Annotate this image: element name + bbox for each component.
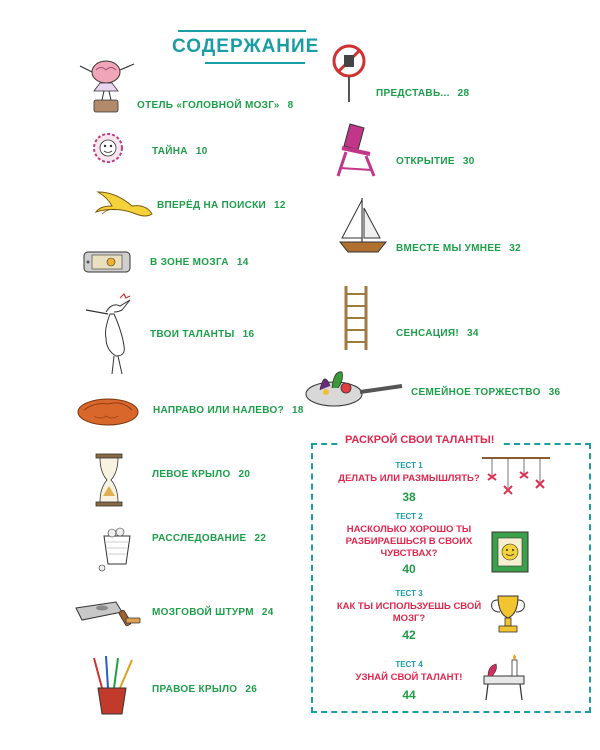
toc-entry-3[interactable]: ВПЕРЁД НА ПОИСКИ 12 <box>157 200 286 211</box>
phone-icon <box>82 248 134 276</box>
brushes-vase-icon <box>88 652 140 716</box>
toc-entry-9[interactable]: МОЗГОВОЙ ШТУРМ 24 <box>152 607 274 618</box>
page-title: СОДЕРЖАНИЕ <box>172 36 320 57</box>
test-1-question[interactable]: ДЕЛАТЬ ИЛИ РАЗМЫШЛЯТЬ? <box>338 473 480 484</box>
test-4-label: ТЕСТ 4 <box>395 660 423 669</box>
tests-box-title: РАСКРОЙ СВОИ ТАЛАНТЫ! <box>339 434 500 446</box>
candle-table-icon <box>478 650 532 702</box>
toc-entry-10[interactable]: ПРАВОЕ КРЫЛО 26 <box>152 684 258 695</box>
test-2-label: ТЕСТ 2 <box>395 512 423 521</box>
face-medallion-icon <box>92 132 124 164</box>
toc-entry-6[interactable]: НАПРАВО ИЛИ НАЛЕВО? 18 <box>153 405 304 416</box>
toc-entry-12[interactable]: ОТКРЫТИЕ 30 <box>396 156 475 167</box>
test-2-page: 40 <box>402 562 416 576</box>
toc-entry-13[interactable]: ВМЕСТЕ МЫ УМНЕЕ 32 <box>396 243 521 254</box>
toc-entry-5[interactable]: ТВОИ ТАЛАНТЫ 16 <box>150 329 255 340</box>
test-3-question[interactable]: КАК ТЫ ИСПОЛЬЗУЕШЬ СВОЙ МОЗГ? <box>336 601 482 624</box>
roast-chicken-icon <box>74 390 142 428</box>
title-underline <box>178 30 306 32</box>
toc-entry-11[interactable]: ПРЕДСТАВЬ... 28 <box>376 88 470 99</box>
sailboat-icon <box>336 194 390 258</box>
test-1-label: ТЕСТ 1 <box>395 461 423 470</box>
test-3-page: 42 <box>402 628 416 642</box>
test-4-page: 44 <box>402 688 416 702</box>
test-2-question[interactable]: НАСКОЛЬКО ХОРОШО ТЫ РАЗБИРАЕШЬСЯ В СВОИХ ЧУВСТВАХ? <box>345 524 473 559</box>
smiley-frame-icon <box>490 530 530 574</box>
waste-basket-icon <box>96 524 138 572</box>
test-1-page: 38 <box>402 490 416 504</box>
high-chair-icon <box>332 120 382 178</box>
brain-ballerina-icon <box>78 50 136 114</box>
banana-peel-icon <box>92 186 154 220</box>
hourglass-icon <box>94 452 124 508</box>
toc-entry-1[interactable]: ОТЕЛЬ «ГОЛОВНОЙ МОЗГ» 8 <box>137 100 294 111</box>
mobile-icon <box>478 452 554 506</box>
test-3-label: ТЕСТ 3 <box>395 589 423 598</box>
title-underline-2 <box>205 62 305 64</box>
frying-pan-icon <box>302 362 406 414</box>
toc-entry-15[interactable]: СЕМЕЙНОЕ ТОРЖЕСТВО 36 <box>411 387 561 398</box>
ladder-icon <box>340 284 372 352</box>
toc-entry-7[interactable]: ЛЕВОЕ КРЫЛО 20 <box>152 469 251 480</box>
toc-entry-8[interactable]: РАССЛЕДОВАНИЕ 22 <box>152 533 267 544</box>
toc-entry-4[interactable]: В ЗОНЕ МОЗГА 14 <box>150 257 249 268</box>
no-sign-icon <box>330 42 368 104</box>
paint-tray-icon <box>72 592 146 634</box>
crane-bird-icon <box>76 292 136 378</box>
toc-entry-14[interactable]: СЕНСАЦИЯ! 34 <box>396 328 479 339</box>
trophy-icon <box>488 592 528 636</box>
test-4-question[interactable]: УЗНАЙ СВОЙ ТАЛАНТ! <box>355 672 463 683</box>
toc-entry-2[interactable]: ТАЙНА 10 <box>152 146 208 157</box>
